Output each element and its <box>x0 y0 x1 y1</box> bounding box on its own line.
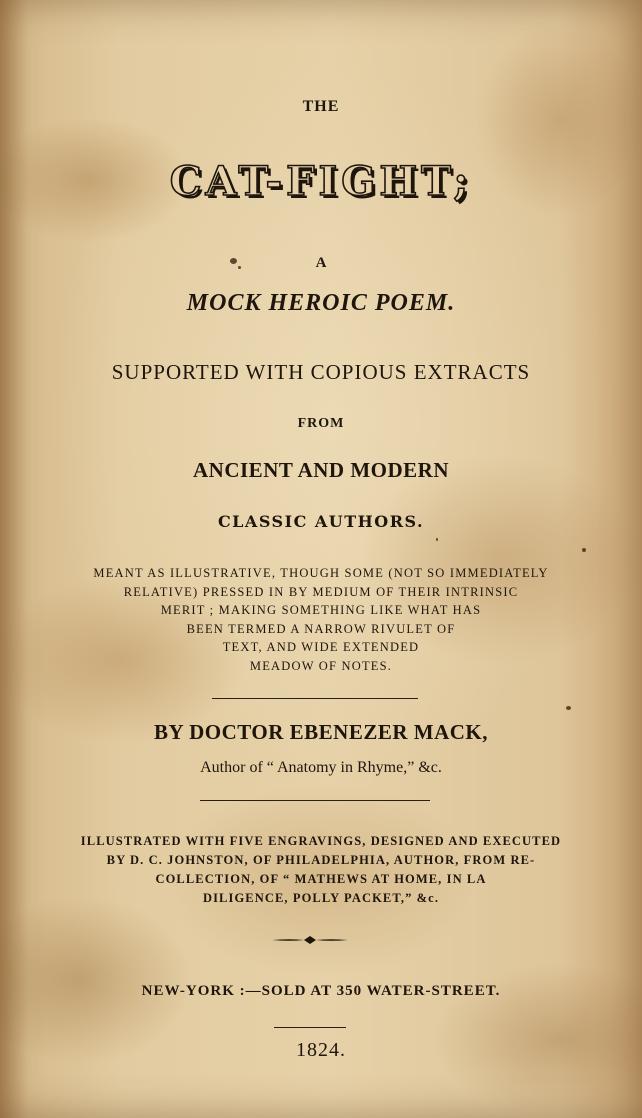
description-paragraph <box>0 564 642 676</box>
description-line: RELATIVE) PRESSED IN BY MEDIUM OF THEIR INTRINSIC <box>123 584 519 599</box>
divider-rule <box>274 1027 346 1028</box>
foxing-spot <box>436 538 438 541</box>
author-line: BY DOCTOR EBENEZER MACK, <box>153 720 489 744</box>
description-line: MEADOW OF NOTES. <box>249 658 393 673</box>
author-credit-line: Author of “ Anatomy in Rhyme,” &c. <box>200 759 442 776</box>
supported-line: SUPPORTED WITH COPIOUS EXTRACTS <box>111 360 531 384</box>
illustration-credit-line: ILLUSTRATED WITH FIVE ENGRAVINGS, DESIGNED AND EXECUTED <box>80 834 562 848</box>
divider-rule <box>200 800 430 801</box>
illustration-credit-line: BY D. C. JOHNSTON, OF PHILADELPHIA, AUTHOR, FROM RE- <box>106 853 536 867</box>
ornament-rule-icon <box>270 934 350 946</box>
foxing-spot <box>566 706 571 710</box>
divider-rule <box>212 698 418 699</box>
classic-authors-line: CLASSIC AUTHORS. <box>217 512 425 531</box>
subtitle-article: A <box>315 255 327 271</box>
illustration-credit-line: DILIGENCE, POLLY PACKET,” &c. <box>202 891 440 905</box>
from-line: FROM <box>297 416 345 431</box>
description-line: MEANT AS ILLUSTRATIVE, THOUGH SOME (NOT SO IMMEDIATELY <box>93 566 549 580</box>
imprint-line: NEW-YORK :—SOLD AT 350 WATER-STREET. <box>141 983 501 999</box>
illustration-credit-paragraph <box>0 832 642 908</box>
foxing-spot <box>582 548 586 552</box>
illustration-credit-line: COLLECTION, OF “ MATHEWS AT HOME, IN LA <box>155 872 487 886</box>
foxing-spot <box>230 258 237 264</box>
foxing-spot <box>238 266 241 269</box>
title-article-the: THE <box>302 98 340 115</box>
description-line: MERIT ; MAKING SOMETHING LIKE WHAT HAS <box>160 603 482 618</box>
description-line: BEEN TERMED A NARROW RIVULET OF <box>186 621 456 636</box>
book-title: CAT-FIGHT; <box>169 158 473 205</box>
ancient-modern-line: ANCIENT AND MODERN <box>193 458 449 482</box>
publication-year: 1824. <box>296 1039 346 1061</box>
description-line: TEXT, AND WIDE EXTENDED <box>222 640 420 655</box>
subtitle: MOCK HEROIC POEM. <box>186 290 456 316</box>
